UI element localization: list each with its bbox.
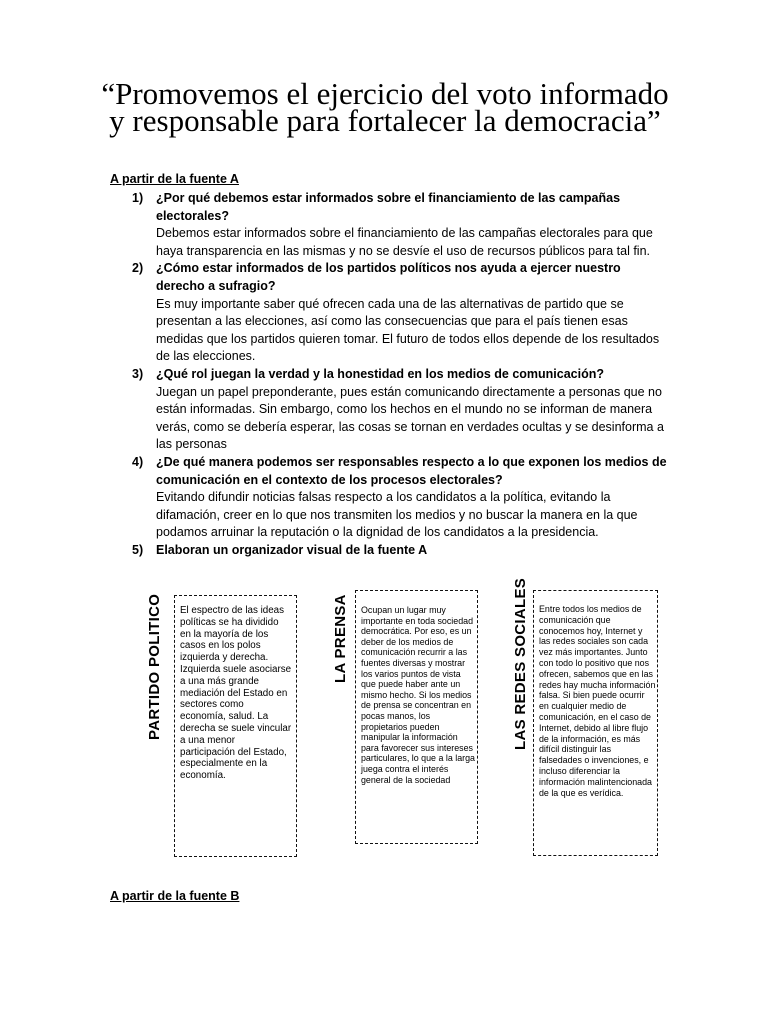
answer-text: Es muy importante saber qué ofrecen cada una de las alternativas de partido que se presentan a las elecciones, así como las consecuencias que para el país tienen esas medidas que los partidos quieren tomar. El futuro de todos ellos depende de los resultados de las elecciones. bbox=[156, 296, 660, 364]
question-item bbox=[110, 454, 670, 542]
organizer-label-partido-politico: PARTIDO POLITICO bbox=[146, 593, 163, 740]
question-text: ¿Por qué debemos estar informados sobre el financiamiento de las campañas electorales? bbox=[156, 191, 621, 223]
question-item bbox=[110, 542, 670, 560]
question-text: ¿Qué rol juegan la verdad y la honestidad en los medios de comunicación? bbox=[156, 366, 605, 381]
question-item bbox=[110, 190, 670, 260]
question-number: 3) bbox=[132, 366, 144, 381]
question-text: ¿Cómo estar informados de los partidos políticos nos ayuda a ejercer nuestro derecho a sufragio? bbox=[156, 261, 621, 293]
section-heading-fuente-b: A partir de la fuente B bbox=[110, 889, 240, 903]
question-text: Elaboran un organizador visual de la fuente A bbox=[156, 542, 428, 557]
organizer-text-partido-politico: El espectro de las ideas políticas se ha dividido en la mayoría de los casos en los polos izquierda y derecha. Izquierda suele asociarse a una más grande mediación del Estado en sectores como economía, salud. La derecha se suele vincular a una menor participación del Estado, especialmente en la economía. bbox=[180, 605, 292, 782]
answer-text: Juegan un papel preponderante, pues están comunicando directamente a personas que no están informadas. Sin embargo, como los hechos en el mundo no se informan de manera verás, como se debería esperar, las cosas se tornan en verdades ocultas y se desinforma a las personas bbox=[156, 384, 664, 452]
question-text: ¿De qué manera podemos ser responsables respecto a lo que exponen los medios de comunicación en el contexto de los procesos electorales? bbox=[156, 454, 667, 487]
answer-text: Evitando difundir noticias falsas respecto a los candidatos a la política, evitando la difamación, creer en lo que nos transmiten los medios y no buscar la manera en la que podamos arruinar la reputación o la dignidad de los candidatos a la presidencia. bbox=[156, 490, 638, 540]
question-list bbox=[110, 190, 670, 559]
question-number: 2) bbox=[132, 261, 144, 276]
page-title: “Promovemos el ejercicio del voto informado y responsable para fortalecer la democracia” bbox=[101, 76, 669, 138]
organizer-box-partido-politico bbox=[174, 595, 297, 857]
question-number: 1) bbox=[132, 191, 144, 205]
organizer-text-la-prensa: Ocupan un lugar muy importante en toda sociedad democrática. Por eso, es un deber de los medios de comunicación recurrir a las fuentes diversas y mostrar los varios puntos de vista que puede haber ante un mismo hecho. Si los medios de prensa se concentran en pocas manos, los propietarios pueden manipular la información para favorecer sus intereses particulares, lo que a la larga juega contra el interés general de la sociedad bbox=[361, 605, 475, 785]
question-item bbox=[110, 366, 670, 454]
question-item bbox=[110, 260, 670, 366]
organizer-label-las-redes-sociales: LAS REDES SOCIALES bbox=[512, 577, 529, 750]
organizer-label-la-prensa: LA PRENSA bbox=[332, 594, 349, 683]
section-heading-fuente-a: A partir de la fuente A bbox=[110, 172, 239, 186]
answer-text: Debemos estar informados sobre el financiamiento de las campañas electorales para que haya transparencia en las mismas y no se desvíe el uso de recursos públicos para tal fin. bbox=[156, 226, 653, 258]
question-number: 4) bbox=[132, 454, 144, 469]
organizer-box-las-redes-sociales bbox=[533, 590, 658, 856]
question-number: 5) bbox=[132, 542, 144, 557]
organizer-box-la-prensa bbox=[355, 590, 478, 844]
organizer-text-las-redes-sociales: Entre todos los medios de comunicación que conocemos hoy, Internet y las redes sociales son cada vez más importantes. Junto con todo lo positivo que nos ofrecen, sabemos que en las redes hay mucha información falsa. Si bien puede ocurrir en cualquier medio de comunicación, en el caso de Internet, debido al libre flujo de la información, es más difícil distinguir las falsedades o invenciones, e incluso diferenciar la información malintencionada de la que es verídica. bbox=[539, 604, 656, 798]
